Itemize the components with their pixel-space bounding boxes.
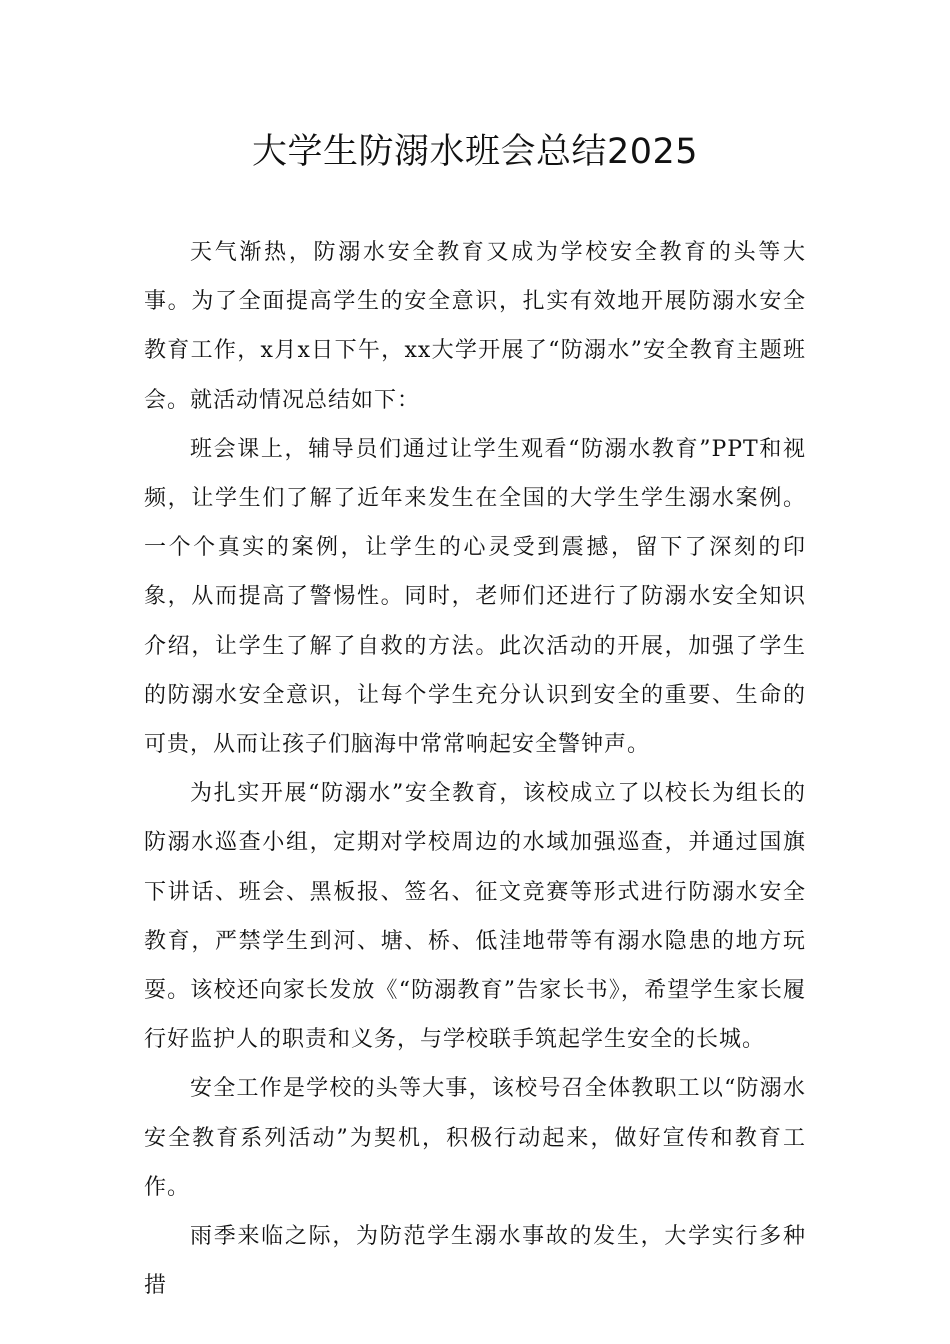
paragraph-patrol-group: 为扎实开展“防溺水”安全教育，该校成立了以校长为组长的防溺水巡查小组，定期对学校周边的水域加强巡查，并通过国旗下讲话、班会、黑板报、签名、征文竞赛等形式进行防溺水安全教育，严禁学生到河、塘、桥、低洼地带等有溺水隐患的地方玩耍。该校还向家长发放《“防溺教育”告家长书》，希望学生家长履行好监护人的职责和义务，与学校联手筑起学生安全的长城。 xyxy=(144,781,806,1053)
paragraph-staff-mobilization: 安全工作是学校的头等大事，该校号召全体教职工以“防溺水安全教育系列活动”为契机，积极行动起来，做好宣传和教育工作。 xyxy=(144,1076,806,1200)
paragraph-class-meeting: 班会课上，辅导员们通过让学生观看“防溺水教育”PPT和视频，让学生们了解了近年来发生在全国的大学生学生溺水案例。一个个真实的案例，让学生的心灵受到震撼，留下了深刻的印象，从而提高了警惕性。同时，老师们还进行了防溺水安全知识介绍，让学生了解了自救的方法。此次活动的开展，加强了学生的防溺水安全意识，让每个学生充分认识到安全的重要、生命的可贵，从而让孩子们脑海中常常响起安全警钟声。 xyxy=(144,436,806,758)
document-title: 大学生防溺水班会总结2025 xyxy=(251,132,699,172)
paragraph-rainy-season: 雨季来临之际，为防范学生溺水事故的发生，大学实行多种措 xyxy=(144,1224,806,1299)
paragraph-intro: 天气渐热，防溺水安全教育又成为学校安全教育的头等大事。为了全面提高学生的安全意识，扎实有效地开展防溺水安全教育工作，x月x日下午，xx大学开展了“防溺水”安全教育主题班会。就活动情况总结如下： xyxy=(144,240,806,413)
document-body xyxy=(144,228,806,1310)
